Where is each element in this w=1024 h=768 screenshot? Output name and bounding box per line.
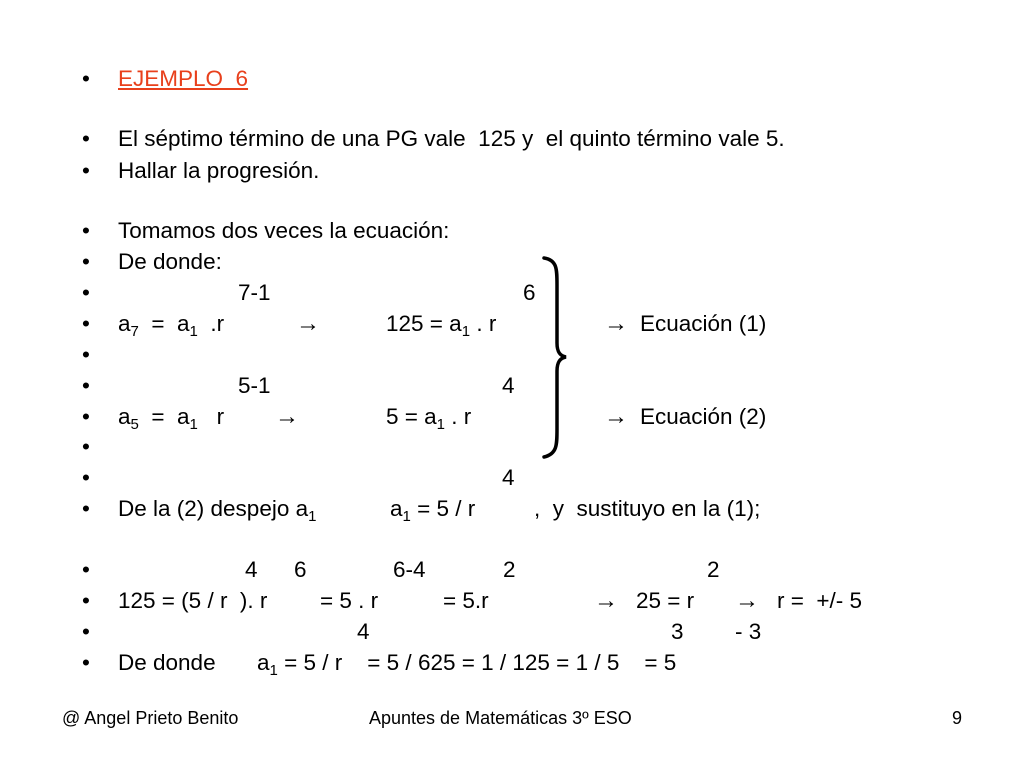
final-text: De donde	[118, 650, 216, 675]
eq2-exponent-left: 5-1	[238, 373, 271, 398]
footer-author: @ Angel Prieto Benito	[62, 708, 239, 728]
statement-line: El séptimo término de una PG vale 125 y el quinto término vale 5.	[118, 126, 785, 151]
final-formula: $a_1 = 5 / r$ = 5 / 625 = 1 / 125 = 1 / 5 = 5	[257, 650, 677, 679]
final-exponent: 4	[357, 619, 370, 644]
bullet: •	[82, 619, 90, 644]
sub-exponent: 2	[503, 557, 516, 582]
despejo-text: De la (2) despejo $a_1$	[118, 496, 317, 525]
bullet: •	[82, 126, 90, 151]
eq1-label: Ecuación (1)	[640, 311, 767, 336]
final-exponent: - 3	[735, 619, 762, 644]
despejo-tail: , y sustituyo en la (1);	[534, 496, 761, 521]
eq2-exponent-right: 4	[502, 373, 515, 398]
arrow-icon: →	[296, 310, 320, 337]
statement-line: Hallar la progresión.	[118, 158, 320, 183]
bullet: •	[82, 404, 90, 429]
bullet: •	[82, 280, 90, 305]
right-brace-icon	[540, 255, 570, 460]
eq2-label: Ecuación (2)	[640, 404, 767, 429]
bullet: •	[82, 342, 90, 367]
eq1-exponent-left: 7-1	[238, 280, 271, 305]
bullet: •	[82, 557, 90, 582]
arrow-icon: →	[594, 587, 618, 614]
sub-exponent: 6-4	[393, 557, 426, 582]
sub-part: = 5.r	[443, 588, 489, 613]
bullet: •	[82, 496, 90, 521]
final-exponent: 3	[671, 619, 684, 644]
sub-part: = 5 . r	[320, 588, 379, 613]
bullet: •	[82, 218, 90, 243]
eq1-middle: $125 = a_1$ . r	[386, 311, 497, 340]
intro-line: Tomamos dos veces la ecuación:	[118, 218, 450, 243]
sub-part: 125 = (5 / r ). r	[118, 588, 268, 613]
page-number: 9	[952, 708, 963, 728]
despejo-exponent: 4	[502, 465, 515, 490]
bullet: •	[82, 465, 90, 490]
bullet: •	[82, 311, 90, 336]
bullet: •	[82, 434, 90, 459]
sub-exponent: 4	[245, 557, 258, 582]
sub-result: r = +/- 5	[777, 588, 863, 613]
sub-part: 25 = r	[636, 588, 695, 613]
despejo-formula: $a_1 = 5 / r$	[390, 496, 476, 525]
eq1-exponent-right: 6	[523, 280, 536, 305]
bullet: •	[82, 249, 90, 274]
eq2-left: $a_5 = a_1$ r	[118, 404, 225, 433]
arrow-icon: →	[604, 403, 628, 430]
intro-line: De donde:	[118, 249, 222, 274]
footer-course: Apuntes de Matemáticas 3º ESO	[369, 708, 632, 728]
sub-exponent: 2	[707, 557, 720, 582]
bullet: •	[82, 373, 90, 398]
arrow-icon: →	[735, 587, 759, 614]
bullet: •	[82, 66, 90, 91]
slide-title: EJEMPLO 6	[118, 66, 249, 91]
eq2-middle: $5 = a_1$ . r	[386, 404, 472, 433]
sub-exponent: 6	[294, 557, 307, 582]
arrow-icon: →	[604, 310, 628, 337]
bullet: •	[82, 158, 90, 183]
arrow-icon: →	[275, 403, 299, 430]
bullet: •	[82, 588, 90, 613]
eq1-left: $a_7 = a_1$ .r	[118, 311, 225, 340]
bullet: •	[82, 650, 90, 675]
